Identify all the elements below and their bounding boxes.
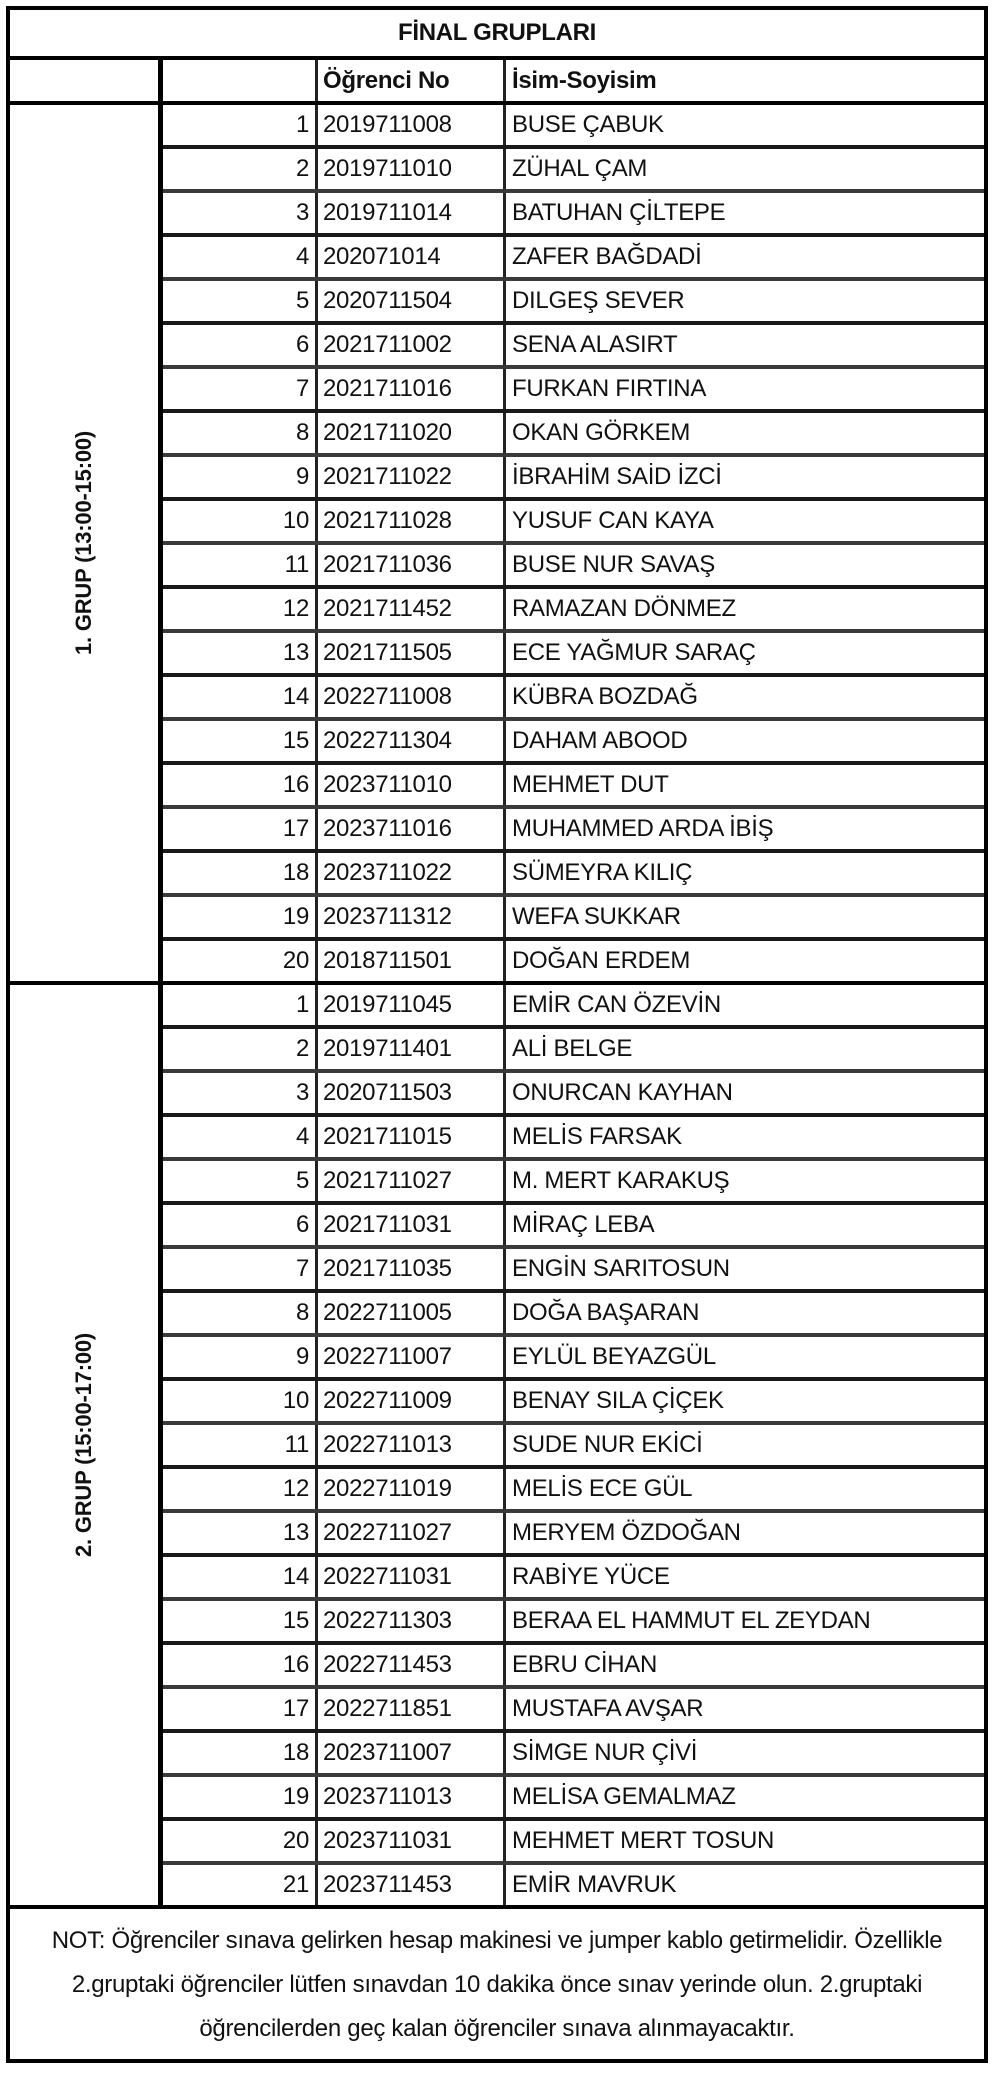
student-no-cell: 2022711007 — [318, 1337, 506, 1377]
row-index: 3 — [163, 193, 318, 233]
student-no-cell: 2019711401 — [318, 1029, 506, 1069]
student-no-cell: 2021711027 — [318, 1161, 506, 1201]
exam-note: NOT: Öğrenciler sınava gelirken hesap makinesi ve jumper kablo getirmelidir. Özellikle 2.gruptaki öğrenciler lütfen sınavdan 10 dakika önce sınav yerinde olun. 2.gruptaki öğrencilerden geç kalan öğrenciler sınava alınmayacaktır. — [51, 1927, 943, 2042]
row-index: 3 — [163, 1073, 318, 1113]
student-no-cell: 2021711020 — [318, 413, 506, 453]
student-no-cell: 2021711022 — [318, 457, 506, 497]
table-row — [163, 809, 984, 853]
student-name-cell: EMİR CAN ÖZEVİN — [512, 991, 721, 1018]
table-row — [163, 325, 984, 369]
table-row — [163, 765, 984, 809]
table-row — [163, 1249, 984, 1293]
table-row — [163, 1161, 984, 1205]
student-no-cell: 2022711304 — [318, 721, 506, 761]
row-index: 5 — [163, 281, 318, 321]
row-index: 4 — [163, 1117, 318, 1157]
row-index: 1 — [163, 985, 318, 1025]
table-row — [163, 941, 984, 981]
student-name-cell: DAHAM ABOOD — [512, 727, 688, 754]
row-index: 2 — [163, 149, 318, 189]
row-index: 19 — [163, 897, 318, 937]
student-name-cell: BERAA EL HAMMUT EL ZEYDAN — [512, 1607, 871, 1634]
table-row — [163, 237, 984, 281]
student-no-cell: 2023711312 — [318, 897, 506, 937]
header-student-no: Öğrenci No — [318, 60, 506, 101]
row-index: 11 — [163, 545, 318, 585]
row-index: 14 — [163, 677, 318, 717]
table-row — [163, 1513, 984, 1557]
student-name-cell: SİMGE NUR ÇİVİ — [512, 1739, 698, 1766]
student-name-cell: DOĞA BAŞARAN — [512, 1299, 700, 1326]
table-row — [163, 281, 984, 325]
student-no-cell: 2023711031 — [318, 1821, 506, 1861]
row-index: 6 — [163, 325, 318, 365]
table-row — [163, 985, 984, 1029]
table-row — [163, 1601, 984, 1645]
student-name-cell: EBRU CİHAN — [512, 1651, 658, 1678]
group-label-cell — [10, 105, 163, 981]
student-name-cell: EYLÜL BEYAZGÜL — [512, 1343, 716, 1370]
student-name-cell: ALİ BELGE — [512, 1035, 633, 1062]
group-block-2 — [10, 985, 984, 1909]
row-index: 13 — [163, 633, 318, 673]
student-name-cell: MELİSA GEMALMAZ — [512, 1783, 736, 1810]
student-no-cell: 2019711008 — [318, 105, 506, 145]
student-no-cell: 2019711014 — [318, 193, 506, 233]
header-index — [163, 60, 318, 101]
student-name-cell: DOĞAN ERDEM — [512, 947, 691, 974]
student-name-cell: KÜBRA BOZDAĞ — [512, 683, 698, 710]
student-name-cell: YUSUF CAN KAYA — [512, 507, 714, 534]
row-index: 11 — [163, 1425, 318, 1465]
student-no-cell: 2021711031 — [318, 1205, 506, 1245]
student-name-cell: SUDE NUR EKİCİ — [512, 1431, 703, 1458]
row-index: 17 — [163, 1689, 318, 1729]
student-name-cell: BENAY SILA ÇİÇEK — [512, 1387, 724, 1414]
student-name-cell: MUSTAFA AVŞAR — [512, 1695, 704, 1722]
row-index: 15 — [163, 721, 318, 761]
header-full-name: İsim-Soyisim — [512, 66, 657, 94]
student-name-cell: MERYEM ÖZDOĞAN — [512, 1519, 741, 1546]
student-name-cell: İBRAHİM SAİD İZCİ — [512, 463, 722, 490]
row-index: 10 — [163, 1381, 318, 1421]
student-no-cell: 2020711504 — [318, 281, 506, 321]
student-name-cell: M. MERT KARAKUŞ — [512, 1167, 730, 1194]
table-row — [163, 1777, 984, 1821]
student-no-cell: 2023711007 — [318, 1733, 506, 1773]
table-row — [163, 457, 984, 501]
table-row — [163, 193, 984, 237]
row-index: 9 — [163, 457, 318, 497]
student-no-cell: 2021711028 — [318, 501, 506, 541]
row-index: 7 — [163, 1249, 318, 1289]
row-index: 16 — [163, 765, 318, 805]
table-row — [163, 897, 984, 941]
student-name-cell: MELİS FARSAK — [512, 1123, 682, 1150]
table-row — [163, 589, 984, 633]
student-no-cell: 2022711008 — [318, 677, 506, 717]
student-no-cell: 2022711453 — [318, 1645, 506, 1685]
table-row — [163, 1293, 984, 1337]
table-row — [163, 1557, 984, 1601]
row-index: 12 — [163, 1469, 318, 1509]
student-name-cell: EMİR MAVRUK — [512, 1871, 677, 1898]
row-index: 20 — [163, 1821, 318, 1861]
row-index: 8 — [163, 413, 318, 453]
student-name-cell: MUHAMMED ARDA İBİŞ — [512, 815, 774, 842]
student-no-cell: 2023711453 — [318, 1865, 506, 1905]
table-row — [163, 1337, 984, 1381]
table-row — [163, 1029, 984, 1073]
table-row — [163, 501, 984, 545]
student-name-cell: MELİS ECE GÜL — [512, 1475, 693, 1502]
group-label: 2. GRUP (15:00-17:00) — [71, 1332, 96, 1558]
student-name-cell: OKAN GÖRKEM — [512, 419, 691, 446]
student-name-cell: RABİYE YÜCE — [512, 1563, 670, 1590]
column-header-row — [10, 60, 984, 105]
final-groups-table — [6, 6, 988, 2063]
student-no-cell: 2018711501 — [318, 941, 506, 981]
table-row — [163, 369, 984, 413]
table-row — [163, 1865, 984, 1905]
row-index: 8 — [163, 1293, 318, 1333]
table-row — [163, 149, 984, 193]
student-no-cell: 2022711303 — [318, 1601, 506, 1641]
student-no-cell: 2019711010 — [318, 149, 506, 189]
table-row — [163, 1821, 984, 1865]
row-index: 2 — [163, 1029, 318, 1069]
student-no-cell: 2021711002 — [318, 325, 506, 365]
table-row — [163, 105, 984, 149]
row-index: 19 — [163, 1777, 318, 1817]
table-row — [163, 413, 984, 457]
row-index: 20 — [163, 941, 318, 981]
table-row — [163, 721, 984, 765]
table-row — [163, 545, 984, 589]
row-index: 18 — [163, 853, 318, 893]
group-rows — [163, 985, 984, 1905]
student-no-cell: 2023711013 — [318, 1777, 506, 1817]
student-no-cell: 2021711015 — [318, 1117, 506, 1157]
row-index: 7 — [163, 369, 318, 409]
student-name-cell: BUSE ÇABUK — [512, 111, 664, 138]
row-index: 4 — [163, 237, 318, 277]
group-rows — [163, 105, 984, 981]
table-row — [163, 853, 984, 897]
table-row — [163, 1645, 984, 1689]
row-index: 17 — [163, 809, 318, 849]
student-no-cell: 2022711851 — [318, 1689, 506, 1729]
student-name-cell: WEFA SUKKAR — [512, 903, 681, 930]
row-index: 5 — [163, 1161, 318, 1201]
table-row — [163, 1733, 984, 1777]
student-no-cell: 2022711019 — [318, 1469, 506, 1509]
group-block-1 — [10, 105, 984, 985]
student-name-cell: MEHMET MERT TOSUN — [512, 1827, 775, 1854]
table-row — [163, 1425, 984, 1469]
table-row — [163, 633, 984, 677]
table-row — [163, 1073, 984, 1117]
row-index: 15 — [163, 1601, 318, 1641]
student-no-cell: 2023711022 — [318, 853, 506, 893]
student-no-cell: 2022711031 — [318, 1557, 506, 1597]
student-name-cell: BUSE NUR SAVAŞ — [512, 551, 715, 578]
student-no-cell: 2023711010 — [318, 765, 506, 805]
row-index: 16 — [163, 1645, 318, 1685]
student-no-cell: 2022711009 — [318, 1381, 506, 1421]
group-label-cell — [10, 985, 163, 1905]
student-name-cell: RAMAZAN DÖNMEZ — [512, 595, 736, 622]
student-no-cell: 2022711005 — [318, 1293, 506, 1333]
student-no-cell: 2021711036 — [318, 545, 506, 585]
student-name-cell: FURKAN FIRTINA — [512, 375, 707, 402]
student-no-cell: 2021711035 — [318, 1249, 506, 1289]
student-name-cell: ZÜHAL ÇAM — [512, 155, 648, 182]
student-name-cell: SENA ALASIRT — [512, 331, 678, 358]
student-name-cell: MİRAÇ LEBA — [512, 1211, 655, 1238]
student-name-cell: ENGİN SARITOSUN — [512, 1255, 730, 1282]
table-row — [163, 1205, 984, 1249]
group-label: 1. GRUP (13:00-15:00) — [71, 430, 96, 656]
table-row — [163, 1117, 984, 1161]
row-index: 6 — [163, 1205, 318, 1245]
header-group-cell — [10, 60, 163, 101]
student-no-cell: 2021711452 — [318, 589, 506, 629]
student-name-cell: BATUHAN ÇİLTEPE — [512, 199, 726, 226]
row-index: 9 — [163, 1337, 318, 1377]
table-row — [163, 677, 984, 721]
student-name-cell: MEHMET DUT — [512, 771, 669, 798]
student-name-cell: SÜMEYRA KILIÇ — [512, 859, 693, 886]
student-name-cell: ONURCAN KAYHAN — [512, 1079, 733, 1106]
table-row — [163, 1381, 984, 1425]
student-no-cell: 2020711503 — [318, 1073, 506, 1113]
student-no-cell: 2022711027 — [318, 1513, 506, 1553]
table-title: FİNAL GRUPLARI — [10, 10, 984, 60]
row-index: 14 — [163, 1557, 318, 1597]
row-index: 1 — [163, 105, 318, 145]
student-name-cell: DILGEŞ SEVER — [512, 287, 685, 314]
student-no-cell: 2022711013 — [318, 1425, 506, 1465]
student-no-cell: 2021711016 — [318, 369, 506, 409]
student-name-cell: ECE YAĞMUR SARAÇ — [512, 639, 756, 666]
table-row — [163, 1469, 984, 1513]
student-no-cell: 2021711505 — [318, 633, 506, 673]
row-index: 10 — [163, 501, 318, 541]
row-index: 13 — [163, 1513, 318, 1553]
row-index: 18 — [163, 1733, 318, 1773]
student-no-cell: 202071014 — [318, 237, 506, 277]
row-index: 21 — [163, 1865, 318, 1905]
student-name-cell: ZAFER BAĞDADİ — [512, 243, 702, 270]
student-no-cell: 2023711016 — [318, 809, 506, 849]
student-no-cell: 2019711045 — [318, 985, 506, 1025]
table-row — [163, 1689, 984, 1733]
groups-container — [10, 105, 984, 1909]
row-index: 12 — [163, 589, 318, 629]
